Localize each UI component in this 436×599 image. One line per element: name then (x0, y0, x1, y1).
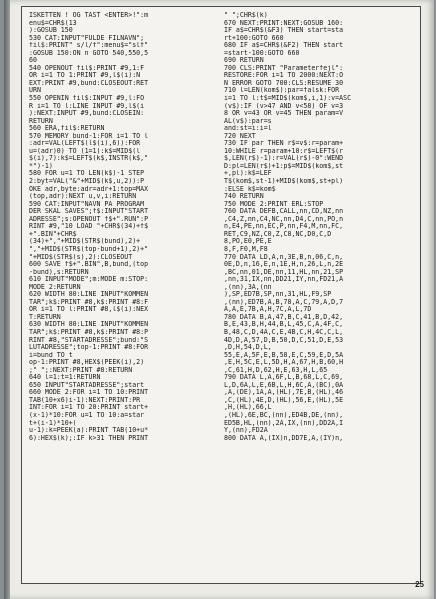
code-line: ,(HL),6E,BC,(nn),ED4B,DE,(nn), (224, 411, 344, 419)
code-line: +,pl):k$=LEF (224, 170, 272, 178)
code-line: fil$:PRINT" s/l/f":menu$="slf" (29, 42, 149, 50)
code-line: 800 DATA A,(IX)n,DD7E,A,(IY)n, (224, 434, 344, 442)
code-line: 750 MODE 2:PRINT ERL:STOP (224, 200, 324, 208)
book-page (4, 0, 434, 599)
code-line: 690 RETURN (224, 57, 264, 65)
code-line: i=1 TO l:t$=MID$(kom$,i,1):v=ASC (224, 95, 352, 103)
code-line: 600 SAVE f$+".BIN",B,bund,(top (29, 261, 149, 269)
listing-column-left (29, 12, 220, 442)
code-line: OR i=1 TO 1:PRINT #9,l$(i):N (29, 72, 141, 80)
code-line: 550 OPENIN fil$:INPUT #9,l:FO (29, 95, 145, 103)
code-line: (34)+","+MID$(STR$(bund),2)+ (29, 238, 141, 246)
code-line: ,(nn),3A,(nn (224, 283, 272, 291)
code-line: 710 l=LEN(kom$):par=falsk:FOR (224, 87, 340, 95)
code-line: RINT #9,"10 LOAD "+CHR$(34)+f$ (29, 223, 149, 231)
code-line: (x-1)*10:FOR u=1 TO 10:a=star (29, 411, 145, 419)
code-line: 760 DATA DEFB,CALL,nn,CD,NZ,nn (224, 208, 344, 216)
code-line: ,C,(HL),4E,D,(HL),56,E,(HL),5E (224, 396, 344, 404)
code-line: LUTADRESSE";top-1:PRINT #8:FOR (29, 344, 149, 352)
code-line: ,A,(DE),1A,A,(HL),7E,B,(HL),46 (224, 389, 344, 397)
code-line: +".BIN"+CHR$ (29, 230, 77, 238)
code-line: op-1:PRINT #8,HEX$(PEEK(i),2) (29, 359, 145, 367)
code-line: n,E4,PE,nn,EC,P,nn,F4,M,nn,FC, (224, 223, 344, 231)
code-line: ,E,H,5C,E,L,5D,H,A,67,H,B,60,H (224, 359, 344, 367)
code-line: 8 OR v=43 OR v=45 THEN param=V (224, 110, 344, 118)
code-line: and:st=i:i=l (224, 125, 272, 133)
code-line: u-1):k=PEEK(a):PRINT TAB(10+u* (29, 427, 149, 435)
code-line: Y,(nn),FD2A (224, 427, 268, 435)
page-binding-edge (4, 0, 10, 599)
code-line: 530 CAT:INPUT"FULDE FILNAVN"; (29, 34, 145, 42)
code-line: T$(kom$,st-1)+MID$(kom$,st+pl) (224, 178, 344, 186)
code-line: OKE adr,byte:adr=adr+1:top=MAX (29, 185, 149, 193)
code-line: 570 MEMORY bund-1:FOR i=1 TO l (29, 132, 149, 140)
code-line: 770 DATA LD,A,n,3E,B,n,06,C,n, (224, 253, 344, 261)
code-line: 670 NEXT:PRINT:NEXT:GOSUB 160: (224, 19, 344, 27)
code-line: 8,PO,E0,PE,E (224, 238, 272, 246)
code-line: 640 l=1:t=1:RETURN (29, 374, 101, 382)
page-number: 25 (415, 580, 424, 589)
code-line: N ERROR GOTO 700:CLS:RESUME 30 (224, 79, 344, 87)
code-line: RETURN (29, 117, 53, 125)
code-line: AL(v$):par=s (224, 117, 272, 125)
code-line: TAR";k$:PRINT #8,k$:PRINT #8:P (29, 328, 149, 336)
code-line: "+MID$(STR$(s),2):CLOSEOUT (29, 253, 133, 261)
code-line: 650 INPUT"STARTADRESSE";start (29, 381, 145, 389)
code-line: :adr=VAL(LEFT$(l$(i),6)):FOR (29, 140, 141, 148)
code-line: 780 DATA B,A,47,B,C,41,B,D,42, (224, 313, 344, 321)
code-line: OR i=1 TO l:PRINT #8,l$(i):NEX (29, 306, 149, 314)
code-line: RINT #8,"STARTADRESSE";bund:"S (29, 336, 149, 344)
code-line: 590 CAT:INPUT"NAVN PA PROGRAM (29, 200, 145, 208)
code-line: u=(adr)0) TO (1=1):k$=MID$(l (29, 147, 141, 155)
code-line: 10:WHILE r=param+10:r$=LEFT$(r (224, 147, 344, 155)
code-line: ,D,H,54,D,L, (224, 344, 272, 352)
code-line: ):NEXT:INPUT #9,bund:CLOSEIN: (29, 110, 145, 118)
code-line: 60 (29, 57, 37, 65)
code-line: 6):HEX$(k);:IF k>31 THEN PRINT (29, 434, 149, 442)
code-line: ,BC,nn,01,DE,nn,11,HL,nn,21,SP (224, 268, 344, 276)
code-line: 2:byt=VAL("&"+MID$(k$,u,2)):P (29, 178, 145, 186)
code-line: ;" ";:NEXT:PRINT #8:RETURN (29, 366, 133, 374)
code-line: 730 IF par THEN r$=v$:r=param+ (224, 140, 344, 148)
code-line: -bund),s:RETURN (29, 268, 89, 276)
code-line: " ";CHR$(k) (224, 12, 268, 19)
code-line: IF a$=CHR$(&F3) THEN start=sta (224, 27, 344, 35)
code-line: URN (29, 87, 41, 95)
code-line: ,C,61,H,D,62,H,E,63,H,L,65 (224, 366, 328, 374)
code-line: i=bund TO t (29, 351, 73, 359)
code-line: :ELSE k$=kom$ (224, 185, 276, 193)
code-line: DER SKAL SAVES";f$:INPUT"START (29, 208, 149, 216)
code-line: $,LEN(r$)-1):r=VAL(r$)-0":WEND (224, 155, 344, 163)
code-line: enu$=CHR$(13 (29, 19, 77, 27)
code-line: R i=1 TO l:LINE INPUT #9,l$(i (29, 102, 145, 110)
code-line: 720 NEXT (224, 132, 256, 140)
code-line: 4D,D,A,57,D,B,50,D,C,51,D,E,53 (224, 336, 344, 344)
code-line: 610 INPUT"MODE";m:MODE m:STOP: (29, 276, 149, 284)
code-line: T:RETURN (29, 313, 61, 321)
code-line: A,A,E,7B,A,H,7C,A,L,7D (224, 306, 312, 314)
code-line: MODE 2:RETURN (29, 283, 81, 291)
code-line: 680 IF a$=CHR$(&F2) THEN start (224, 42, 344, 50)
code-line: TAR";k$:PRINT #8,k$:PRINT #8:F (29, 298, 149, 306)
code-line: 540 OPENOUT fil$:PRINT #9,1:F (29, 64, 145, 72)
code-line: ,(nn),ED7B,A,B,78,A,C,79,A,D,7 (224, 298, 344, 306)
code-line: 790 DATA L,A,6F,L,B,68,L,C,69, (224, 374, 344, 382)
code-line: 8,F,F0,M,F8 (224, 245, 268, 253)
code-line: 560 ERA,fil$:RETURN (29, 125, 105, 133)
code-line: ","+MID$(STR$(top-bund+1),2)+" (29, 245, 149, 253)
code-line: $(i),7):k$=LEFT$(k$,INSTR(k$," (29, 155, 149, 163)
code-line: ED5B,HL,(nn),2A,IX,(nn),DD2A,I (224, 419, 344, 427)
code-line: 630 WIDTH 80:LINE INPUT"KOMMEN (29, 321, 149, 329)
code-line: t+(i-1)*10+( (29, 419, 77, 427)
code-line: B,48,C,D,4A,C,E,4B,C,H,4C,C,L, (224, 328, 344, 336)
code-line: =start-100:GOTO 660 (224, 49, 300, 57)
code-line: :GOSUB 150:ON n GOTO 540,550,5 (29, 49, 149, 57)
code-line: D:pl=LEN(r$)+1:p$=MID$(kom$,st (224, 162, 344, 170)
code-line: 620 WIDTH 80:LINE INPUT"KOMMEN (29, 291, 149, 299)
code-line: ),SP,ED7B,SP,nn,31,HL,F9,SP (224, 291, 332, 299)
code-line: TAB(10+x6)i-1):NEXT:PRINT:PR (29, 396, 141, 404)
code-line: 580 FOR u=1 TO LEN(k$)-1 STEP (29, 170, 145, 178)
code-line: INT:FOR i=1 TO 20:PRINT start+ (29, 404, 149, 412)
code-line: ADRESSE";s:OPENOUT f$+".RUN":P (29, 215, 149, 223)
code-line: 700 CLS:PRINT "Parameterfejl": (224, 64, 344, 72)
code-line: (top,adr):NEXT u,v,i:RETURN (29, 193, 137, 201)
program-listing (21, 6, 421, 584)
code-line: ):GOSUB 150 (29, 27, 73, 35)
code-line: L,D,6A,L,E,6B,L,H,6C,A,(BC),0A (224, 381, 344, 389)
code-line: 740 RETURN (224, 193, 264, 201)
code-line: RESTORE:FOR i=1 TO 2000:NEXT:O (224, 72, 344, 80)
listing-column-right (224, 12, 415, 442)
code-line: ,nn,31,IX,nn,DD21,IY,nn,FD21,A (224, 276, 344, 284)
code-line: (v$):IF (v>47 AND v<58) OF v=3 (224, 102, 344, 110)
code-line: rt+100:GOTO 660 (224, 34, 284, 42)
code-line: B,E,43,B,H,44,B,L,45,C,A,4F,C, (224, 321, 344, 329)
code-line: *")-1) (29, 162, 53, 170)
code-line: ISKETTEN ! OG TAST <ENTER>!":m (29, 12, 149, 19)
code-line: RET,C9,NZ,C0,Z,C8,NC,D0,C,D (224, 230, 332, 238)
code-line: 0E,D,n,16,E,n,1E,H,n,26,L,n,2E (224, 261, 344, 269)
code-line: ,C4,Z,nn,C4,NC,nn,D4,C,nn,PO,n (224, 215, 344, 223)
code-line: 55,E,A,5F,E,B,58,E,C,59,E,D,5A (224, 351, 344, 359)
code-line: ,H,(HL),66,L (224, 404, 272, 412)
code-line: 660 MODE 2:FOR i=1 TO 10:PRINT (29, 389, 149, 397)
code-line: EXT:PRINT #9,bund:CLOSEOUT:RET (29, 79, 149, 87)
